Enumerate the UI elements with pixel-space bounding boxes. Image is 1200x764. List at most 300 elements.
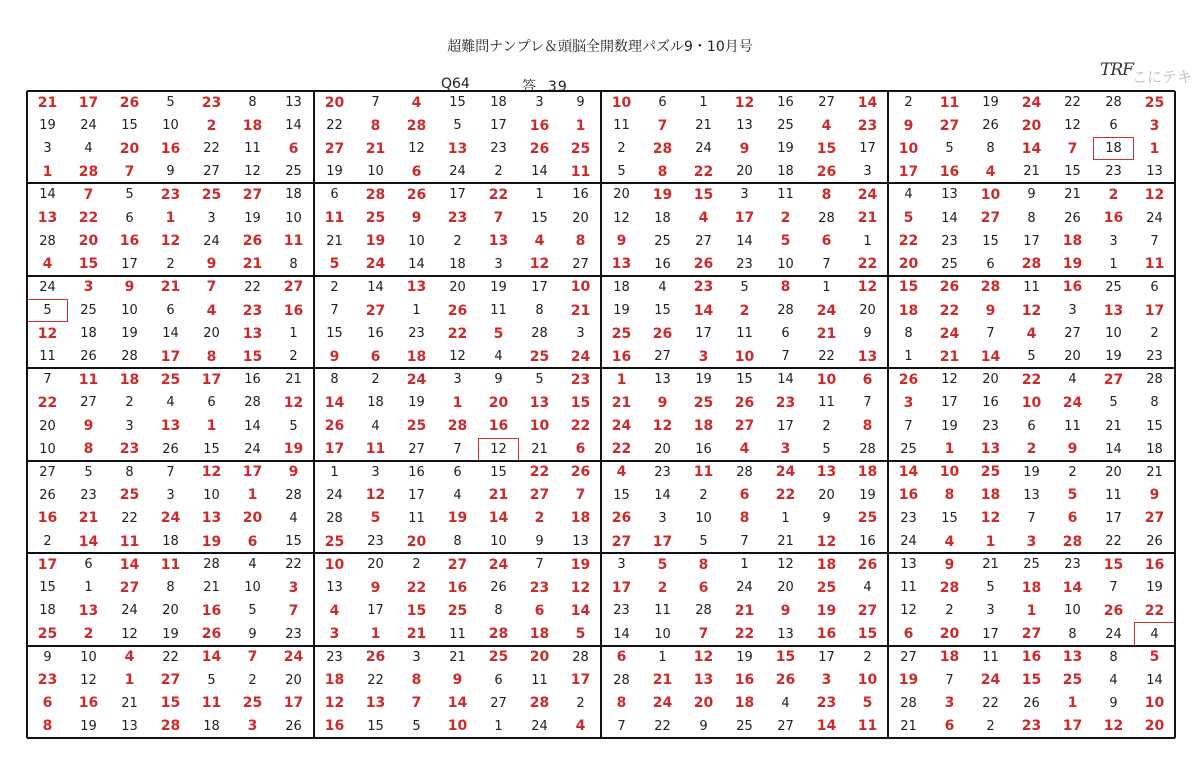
grid-cell: 5 — [535, 372, 544, 388]
grid-cell: 8 — [821, 186, 832, 203]
grid-cell: 26 — [365, 649, 386, 666]
grid-cell: 4 — [371, 418, 380, 434]
grid-cell: 5 — [370, 510, 381, 527]
grid-cell: 2 — [739, 302, 750, 319]
grid-cell: 4 — [985, 163, 996, 180]
grid-cell: 19 — [570, 556, 591, 573]
grid-cell: 6 — [330, 187, 339, 203]
grid-cell: 6 — [288, 140, 299, 157]
grid-cell: 13 — [285, 95, 302, 111]
grid-cell: 28 — [572, 649, 589, 665]
grid-cell: 20 — [1064, 349, 1081, 365]
grid-cell: 4 — [658, 279, 667, 295]
grid-cell: 9 — [944, 556, 955, 573]
grid-cell: 10 — [490, 534, 507, 550]
grid-cell: 23 — [80, 487, 97, 503]
grid-cell: 28 — [531, 326, 548, 342]
grid-cell: 11 — [408, 510, 425, 526]
grid-cell: 17 — [449, 187, 466, 203]
grid-cell: 12 — [652, 418, 673, 435]
grid-cell: 18 — [857, 464, 878, 481]
grid-cell: 2 — [780, 210, 791, 227]
grid-cell: 23 — [654, 464, 671, 480]
grid-cell: 24 — [652, 695, 673, 712]
grid-cell: 15 — [242, 348, 263, 365]
grid-cell: 27 — [490, 695, 507, 711]
grid-cell: 26 — [775, 672, 796, 689]
grid-cell: 19 — [736, 649, 753, 665]
grid-cell: 7 — [986, 326, 995, 342]
grid-cell: 23 — [613, 603, 630, 619]
grid-cell: 25 — [201, 186, 222, 203]
grid-cell: 19 — [447, 510, 468, 527]
grid-cell: 5 — [699, 534, 708, 550]
grid-cell: 28 — [39, 233, 56, 249]
grid-cell: 22 — [857, 256, 878, 273]
grid-cell: 1 — [616, 371, 627, 388]
grid-cell: 15 — [121, 118, 138, 134]
grid-cell: 26 — [693, 256, 714, 273]
grid-cell: 28 — [447, 418, 468, 435]
grid-cell: 2 — [43, 534, 52, 550]
grid-cell: 4 — [904, 187, 913, 203]
grid-cell: 21 — [242, 256, 263, 273]
grid-cell: 9 — [903, 117, 914, 134]
grid-cell: 15 — [982, 233, 999, 249]
grid-cell: 20 — [78, 233, 99, 250]
grid-cell: 25 — [777, 118, 794, 134]
grid-cell: 17 — [695, 326, 712, 342]
grid-cell: 13 — [201, 510, 222, 527]
grid-cell: 24 — [1146, 210, 1163, 226]
grid-cell: 1 — [84, 580, 93, 596]
grid-cell: 1 — [904, 349, 913, 365]
grid-cell: 17 — [1023, 233, 1040, 249]
grid-cell: 28 — [736, 464, 753, 480]
grid-cell: 16 — [1021, 649, 1042, 666]
grid-cell: 7 — [698, 626, 709, 642]
grid-cell: 21 — [1146, 464, 1163, 480]
grid-cell: 15 — [898, 279, 919, 296]
grid-cell: 2 — [1026, 441, 1037, 458]
grid-cell: 6 — [1109, 118, 1118, 134]
grid-cell: 11 — [1023, 279, 1040, 295]
grid-cell: 15 — [857, 626, 878, 642]
grid-cell: 25 — [488, 649, 509, 666]
grid-cell: 2 — [863, 649, 872, 665]
grid-cell: 10 — [285, 210, 302, 226]
grid-cell: 2 — [1108, 186, 1119, 203]
grid-cell: 23 — [736, 256, 753, 272]
grid-column-divider — [1174, 91, 1176, 738]
grid-cell: 28 — [980, 279, 1001, 296]
grid-cell: 2 — [617, 141, 626, 157]
grid-cell: 14 — [857, 94, 878, 111]
grid-cell: 6 — [42, 695, 53, 712]
grid-cell: 1 — [781, 510, 790, 526]
grid-cell: 11 — [244, 141, 261, 157]
grid-cell: 20 — [572, 210, 589, 226]
grid-cell: 19 — [898, 672, 919, 689]
grid-cell: 18 — [734, 695, 755, 712]
grid-cell: 15 — [775, 649, 796, 666]
grid-cell: 1 — [494, 718, 503, 734]
grid-cell: 17 — [941, 395, 958, 411]
grid-cell: 5 — [493, 325, 504, 342]
grid-cell: 19 — [201, 533, 222, 550]
grid-cell: 24 — [160, 510, 181, 527]
grid-cell: 6 — [616, 649, 627, 666]
grid-cell: 20 — [898, 256, 919, 273]
grid-cell: 16 — [572, 187, 589, 203]
grid-cell: 25 — [816, 579, 837, 596]
grid-cell: 15 — [78, 256, 99, 273]
grid-cell: 14 — [693, 302, 714, 319]
grid-cell: 17 — [1144, 302, 1165, 319]
grid-cell: 28 — [529, 695, 550, 712]
grid-cell: 14 — [447, 695, 468, 712]
grid-cell: 15 — [326, 326, 343, 342]
grid-cell: 9 — [985, 302, 996, 319]
grid-cell: 6 — [575, 441, 586, 458]
grid-cell: 16 — [367, 326, 384, 342]
grid-cell: 2 — [206, 117, 217, 134]
grid-cell: 3 — [329, 626, 340, 642]
grid-cell: 20 — [39, 418, 56, 434]
grid-cell: 17 — [324, 441, 345, 458]
grid-cell: 17 — [859, 141, 876, 157]
grid-cell: 27 — [80, 395, 97, 411]
grid-cell: 16 — [244, 372, 261, 388]
grid-cell: 24 — [365, 256, 386, 273]
grid-cell: 8 — [411, 672, 422, 689]
grid-cell: 27 — [1064, 326, 1081, 342]
grid-cell: 25 — [1105, 279, 1122, 295]
grid-cell: 27 — [160, 672, 181, 689]
grid-cell: 13 — [1023, 487, 1040, 503]
grid-cell: 13 — [242, 325, 263, 342]
grid-cell: 9 — [699, 718, 708, 734]
grid-cell: 16 — [37, 510, 58, 527]
grid-cell: 26 — [939, 279, 960, 296]
grid-cell: 10 — [654, 626, 671, 642]
grid-cell: 7 — [1109, 580, 1118, 596]
grid-cell: 28 — [818, 210, 835, 226]
grid-cell: 12 — [777, 557, 794, 573]
grid-cell: 15 — [613, 487, 630, 503]
grid-cell: 28 — [203, 557, 220, 573]
grid-cell: 26 — [39, 487, 56, 503]
grid-cell: 28 — [326, 510, 343, 526]
grid-cell: 9 — [739, 140, 750, 157]
grid-cell: 11 — [777, 187, 794, 203]
grid-cell: 12 — [408, 141, 425, 157]
grid-cell: 13 — [529, 394, 550, 411]
grid-cell: 20 — [939, 626, 960, 642]
grid-cell: 24 — [816, 302, 837, 319]
grid-cell: 15 — [203, 441, 220, 457]
grid-cell: 6 — [453, 464, 462, 480]
grid-cell: 23 — [693, 279, 714, 296]
grid-cell: 12 — [201, 464, 222, 481]
grid-cell: 10 — [203, 487, 220, 503]
grid-cell: 6 — [658, 95, 667, 111]
grid-cell: 8 — [575, 233, 586, 250]
grid-cell: 12 — [613, 210, 630, 226]
grid-cell: 5 — [740, 279, 749, 295]
grid-cell: 18 — [285, 187, 302, 203]
grid-cell: 18 — [324, 672, 345, 689]
grid-cell: 20 — [859, 303, 876, 318]
grid-cell: 18 — [1021, 579, 1042, 596]
grid-cell: 6 — [370, 348, 381, 365]
grid-cell: 4 — [698, 210, 709, 227]
grid-cell: 12 — [980, 510, 1001, 527]
grid-cell: 13 — [160, 418, 181, 435]
grid-cell: 5 — [248, 603, 257, 619]
grid-cell: 22 — [326, 118, 343, 134]
grid-cell: 21 — [611, 394, 632, 411]
grid-cell: 12 — [1021, 302, 1042, 319]
grid-cell: 13 — [1062, 649, 1083, 666]
grid-cell: 25 — [1023, 557, 1040, 573]
grid-cell: 11 — [693, 464, 714, 481]
grid-cell: 25 — [1144, 94, 1165, 111]
grid-cell: 3 — [1068, 303, 1077, 318]
grid-cell: 26 — [652, 325, 673, 342]
grid-cell: 7 — [617, 718, 626, 734]
grid-cell: 8 — [986, 141, 995, 157]
grid-cell: 16 — [447, 579, 468, 596]
grid-cell: 13 — [121, 718, 138, 734]
grid-cell: 20 — [449, 279, 466, 295]
grid-cell: 10 — [39, 441, 56, 457]
grid-cell: 5 — [1067, 487, 1078, 504]
grid-cell: 21 — [570, 302, 591, 319]
grid-cell: 12 — [283, 394, 304, 411]
grid-cell: 24 — [39, 279, 56, 295]
grid-cell: 27 — [529, 487, 550, 504]
grid-cell: 23 — [285, 626, 302, 642]
grid-cell: 10 — [121, 303, 138, 318]
grid-cell: 18 — [449, 256, 466, 272]
grid-cell: 12 — [529, 256, 550, 273]
grid-cell: 27 — [572, 256, 589, 272]
grid-cell: 10 — [695, 510, 712, 526]
grid-cell: 8 — [289, 256, 298, 272]
grid-cell: 7 — [166, 464, 175, 480]
grid-cell: 4 — [1068, 372, 1077, 388]
grid-cell: 15 — [1103, 556, 1124, 573]
grid-cell: 15 — [531, 210, 548, 226]
grid-cell: 23 — [1146, 349, 1163, 365]
grid-cell: 20 — [367, 557, 384, 573]
grid-cell: 12 — [734, 94, 755, 111]
grid-cell: 26 — [734, 394, 755, 411]
grid-cell: 18 — [816, 556, 837, 573]
grid-cell: 21 — [900, 718, 917, 734]
grid-cell: 25 — [365, 210, 386, 227]
grid-cell: 17 — [201, 371, 222, 388]
grid-cell: 7 — [1027, 510, 1036, 526]
grid-cell: 11 — [857, 718, 878, 735]
grid-cell: 27 — [939, 117, 960, 134]
grid-cell: 13 — [816, 464, 837, 481]
grid-cell: 18 — [529, 626, 550, 642]
grid-cell: 17 — [37, 556, 58, 573]
grid-cell: 11 — [531, 672, 548, 688]
grid-cell: 23 — [982, 418, 999, 434]
grid-cell: 19 — [326, 164, 343, 180]
grid-cell: 4 — [575, 718, 586, 735]
grid-cell: 5 — [657, 556, 668, 573]
grid-cell: 4 — [821, 117, 832, 134]
grid-cell: 26 — [529, 140, 550, 157]
grid-cell: 15 — [1146, 418, 1163, 434]
grid-cell: 2 — [657, 579, 668, 596]
grid-cell: 1 — [452, 394, 463, 411]
grid-cell: 22 — [1064, 95, 1081, 111]
grid-cell: 22 — [367, 672, 384, 688]
grid-cell: 4 — [1134, 622, 1175, 645]
grid-cell: 17 — [121, 256, 138, 272]
grid-cell: 27 — [818, 95, 835, 111]
grid-cell: 5 — [1109, 395, 1118, 411]
grid-cell: 21 — [734, 602, 755, 619]
grid-cell: 23 — [447, 210, 468, 227]
grid-cell: 8 — [616, 695, 627, 712]
grid-cell: 5 — [453, 118, 462, 134]
grid-cell: 9 — [452, 672, 463, 689]
grid-cell: 7 — [493, 210, 504, 227]
grid-cell: 5 — [289, 418, 298, 434]
grid-cell: 14 — [285, 118, 302, 134]
grid-cell: 10 — [408, 233, 425, 249]
grid-cell: 7 — [83, 186, 94, 203]
grid-cell: 28 — [121, 349, 138, 365]
stamp-tail-text: こにテキ — [1132, 68, 1193, 86]
grid-cell: 26 — [611, 510, 632, 527]
grid-cell: 19 — [408, 395, 425, 411]
grid-cell: 23 — [119, 441, 140, 458]
grid-cell: 8 — [944, 487, 955, 504]
grid-cell: 24 — [203, 233, 220, 249]
grid-cell: 13 — [693, 672, 714, 689]
grid-cell: 15 — [570, 394, 591, 411]
grid-cell: 6 — [84, 557, 93, 573]
grid-cell: 6 — [698, 579, 709, 596]
grid-cell: 25 — [611, 325, 632, 342]
grid-cell: 15 — [654, 303, 671, 318]
grid-cell: 5 — [27, 299, 68, 322]
grid-cell: 4 — [494, 349, 503, 365]
grid-cell: 26 — [80, 349, 97, 365]
grid-cell: 11 — [449, 626, 466, 642]
grid-cell: 12 — [900, 603, 917, 619]
grid-cell: 14 — [898, 464, 919, 481]
grid-cell: 14 — [736, 233, 753, 249]
grid-cell: 23 — [570, 371, 591, 388]
grid-cell: 7 — [740, 534, 749, 550]
grid-cell: 1 — [575, 117, 586, 134]
grid-cell: 18 — [119, 371, 140, 388]
grid-cell: 26 — [1023, 695, 1040, 711]
grid-cell: 13 — [488, 233, 509, 250]
grid-cell: 24 — [1062, 394, 1083, 411]
grid-cell: 2 — [699, 487, 708, 503]
grid-cell: 20 — [1105, 464, 1122, 480]
grid-cell: 12 — [80, 672, 97, 688]
grid-cell: 8 — [494, 603, 503, 619]
grid-cell: 13 — [572, 534, 589, 550]
puzzle-grid — [27, 91, 1175, 738]
grid-cell: 28 — [1021, 256, 1042, 273]
grid-cell: 21 — [939, 348, 960, 365]
grid-cell: 22 — [939, 302, 960, 319]
grid-cell: 20 — [324, 94, 345, 111]
grid-cell: 21 — [406, 626, 427, 642]
grid-cell: 14 — [816, 718, 837, 735]
grid-cell: 20 — [162, 603, 179, 619]
grid-cell: 15 — [39, 580, 56, 596]
grid-cell: 22 — [1105, 534, 1122, 550]
grid-cell: 13 — [980, 441, 1001, 458]
grid-cell: 19 — [613, 303, 630, 318]
grid-cell: 21 — [365, 140, 386, 157]
grid-cell: 12 — [1103, 718, 1124, 735]
grid-cell: 11 — [818, 395, 835, 411]
grid-cell: 25 — [736, 718, 753, 734]
grid-cell: 10 — [570, 279, 591, 296]
grid-cell: 24 — [570, 348, 591, 365]
grid-cell: 12 — [244, 164, 261, 180]
grid-cell: 18 — [939, 649, 960, 666]
grid-cell: 9 — [124, 279, 135, 296]
grid-cell: 25 — [80, 303, 97, 318]
grid-cell: 26 — [242, 233, 263, 250]
grid-cell: 24 — [1021, 94, 1042, 111]
stamp-text: TRF — [1100, 60, 1133, 80]
grid-cell: 17 — [1062, 718, 1083, 735]
grid-cell: 19 — [652, 186, 673, 203]
grid-cell: 23 — [1064, 557, 1081, 573]
grid-cell: 21 — [695, 118, 712, 134]
grid-cell: 18 — [490, 95, 507, 111]
grid-cell: 17 — [283, 695, 304, 712]
grid-cell: 11 — [736, 326, 753, 342]
grid-cell: 2 — [1150, 326, 1159, 342]
grid-cell: 17 — [531, 279, 548, 295]
grid-cell: 11 — [490, 303, 507, 318]
grid-cell: 13 — [611, 256, 632, 273]
grid-cell: 19 — [490, 279, 507, 295]
grid-cell: 1 — [330, 464, 339, 480]
grid-cell: 28 — [78, 163, 99, 180]
grid-cell: 10 — [1021, 394, 1042, 411]
grid-cell: 25 — [654, 233, 671, 249]
grid-cell: 11 — [365, 441, 386, 458]
grid-cell: 22 — [898, 233, 919, 250]
grid-cell: 6 — [903, 626, 914, 642]
grid-cell: 15 — [1021, 672, 1042, 689]
grid-cell: 23 — [900, 510, 917, 526]
grid-cell: 20 — [1021, 117, 1042, 134]
grid-cell: 4 — [616, 464, 627, 481]
grid-cell: 12 — [478, 438, 519, 461]
grid-cell: 28 — [1062, 533, 1083, 550]
grid-cell: 10 — [1064, 603, 1081, 619]
grid-cell: 10 — [939, 464, 960, 481]
